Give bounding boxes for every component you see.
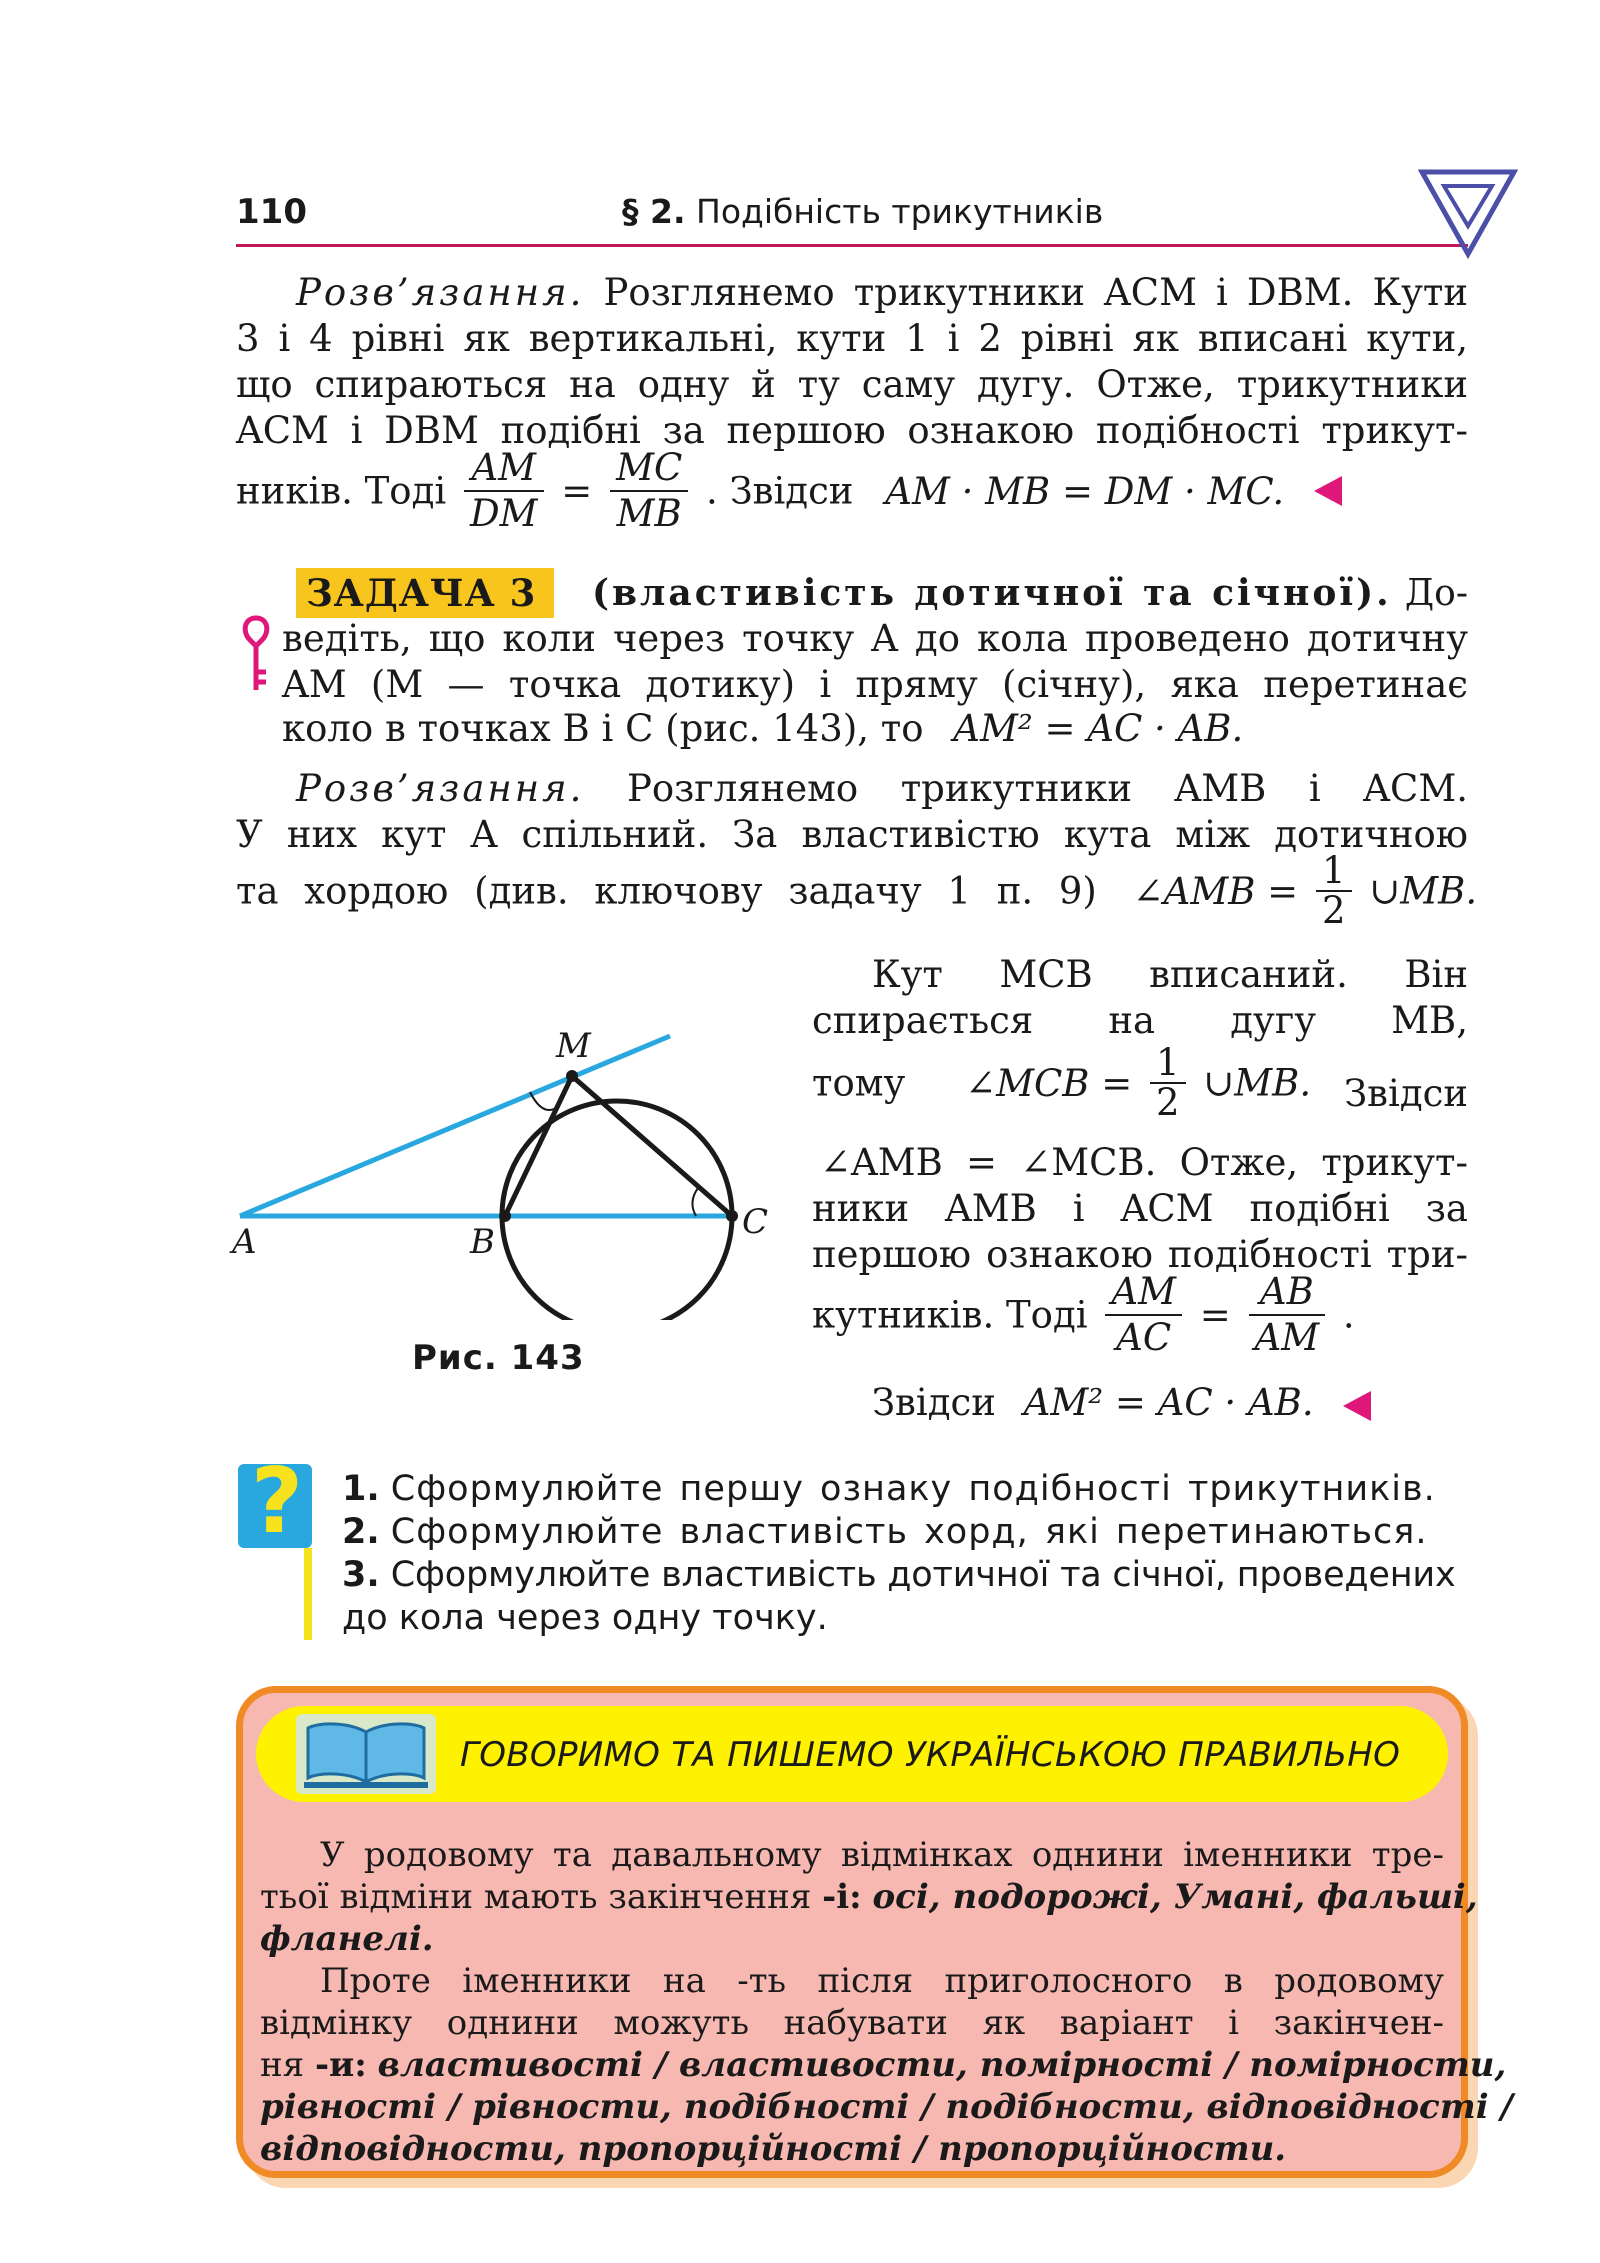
question-bar (304, 1548, 312, 1640)
language-p2-examples-3: відповідности, пропорційності / пропорційности. (260, 2129, 1287, 2169)
language-p2-line5 (260, 2128, 1444, 2170)
language-box-title: ГОВОРИМО ТА ПИШЕМО УКРАЇНСЬКОЮ ПРАВИЛЬНО (460, 1735, 1401, 1775)
chord-mb (505, 1076, 572, 1216)
arc-mb: ∪MB. (1203, 1061, 1312, 1105)
language-p2-line2: відмінку однини можуть набувати як варіант і закінчен- (260, 2003, 1444, 2043)
solution2-right5: ники AMB і ACM подібні за (812, 1187, 1468, 1230)
language-p1-examples: осі, подорожі, Умані, фальші, (872, 1877, 1478, 1917)
language-p1-line3 (260, 1918, 1444, 1960)
task3-line1 (592, 570, 1468, 617)
section-name: Подібність трикутників (696, 192, 1104, 231)
key-icon (236, 614, 276, 694)
fraction-numerator: 1 (1150, 1044, 1186, 1084)
question-text: Сформулюйте властивість хорд, які перетинаються. (390, 1512, 1428, 1552)
question-number: 1. (342, 1469, 380, 1509)
solution2-line1 (236, 766, 1468, 812)
fraction-denominator: 2 (1155, 1081, 1180, 1124)
fraction-numerator: MC (610, 446, 688, 492)
solution2-hence-final: Звідси (872, 1381, 996, 1424)
equals-sign: = (561, 469, 593, 513)
fraction-one-half (1150, 1041, 1186, 1124)
angle-amb: ∠AMB = (1132, 869, 1299, 913)
fraction-am-ac (1105, 1270, 1182, 1360)
solution1-line4: ACM і DBM подібні за першою ознакою подібності трикут- (236, 409, 1468, 452)
solution2-right8 (872, 1380, 1371, 1426)
task3-text4: коло в точках B і C (рис. 143), то (282, 707, 924, 750)
task3-line3: AM (M — точка дотику) і пряму (січну), яка перетинає (282, 663, 1468, 706)
language-p2-examples-2: рівності / рівности, подібності / подібности, відповідності / (260, 2087, 1513, 2127)
solution2-text1: Розглянемо трикутники AMB і ACM. (626, 767, 1468, 810)
fraction-denominator: DM (469, 492, 538, 535)
page-number: 110 (236, 192, 307, 232)
question-number: 2. (342, 1512, 380, 1552)
question-text: Сформулюйте властивість дотичної та січної, проведених (390, 1555, 1456, 1595)
angle-arc-c (692, 1188, 698, 1216)
point-label-b: B (470, 1222, 495, 1262)
question-3 (342, 1554, 1456, 1597)
language-p2-ending: -и: (314, 2045, 367, 2085)
solution-label: Розв’язання. (296, 271, 585, 314)
task3-formula: AM² = AC · AB. (953, 707, 1244, 750)
question-3-continued (342, 1597, 828, 1640)
task3-tail: До- (1404, 573, 1468, 614)
fraction-mc-mb (610, 446, 688, 536)
question-text: до кола через одну точку. (342, 1598, 828, 1638)
solution1-line5 (236, 446, 1342, 536)
figure-caption: Рис. 143 (412, 1338, 585, 1378)
solution1-line3: що спираються на одну й ту саму дугу. Отже, трикутники (236, 363, 1468, 406)
period: . (1342, 1293, 1355, 1337)
language-p2-line1: Проте іменники на -ть після приголосного в родовому (320, 1961, 1444, 2001)
end-of-proof-icon (1343, 1391, 1371, 1421)
language-p2-text: ня (260, 2045, 305, 2085)
solution1-result: AM · MB = DM · MC. (885, 469, 1285, 513)
language-p1-example-last: фланелі. (260, 1919, 434, 1959)
question-mark-icon: ? (250, 1449, 304, 1554)
solution2-hence: Звідси (1344, 1072, 1468, 1115)
language-p1-ending: -і: (822, 1877, 862, 1917)
solution1-text1: Розглянемо трикутники ACM і DBM. Кути (603, 271, 1468, 314)
language-p2-line4 (260, 2086, 1513, 2128)
fraction-am-dm (464, 446, 544, 536)
task3-badge-label: ЗАДАЧА 3 (306, 571, 537, 615)
fraction-one-half (1316, 849, 1352, 932)
fraction-numerator: AB (1249, 1270, 1326, 1316)
task3-title: (властивість дотичної та січної). (592, 572, 1392, 614)
language-p1-text: тьої відміни мають закінчення (260, 1877, 812, 1917)
solution2-line2: У них кут A спільний. За властивістю кута між дотичною (236, 813, 1468, 856)
point-label-c: C (742, 1202, 769, 1242)
task3-line4 (282, 706, 1243, 752)
figure-143 (230, 1020, 790, 1320)
angle-mcb: ∠MCB = (965, 1061, 1133, 1105)
question-1 (342, 1468, 1436, 1511)
open-book-icon (294, 1712, 438, 1796)
fraction-ab-am (1249, 1270, 1326, 1360)
fraction-denominator: MB (616, 492, 682, 535)
triangle-logo-icon (1418, 168, 1518, 260)
question-text: Сформулюйте першу ознаку подібності трикутників. (390, 1469, 1436, 1509)
solution2-right7 (812, 1270, 1355, 1360)
solution2-right4: ∠AMB = ∠MCB. Отже, трикут- (820, 1141, 1468, 1184)
language-p1-line1: У родовому та давальному відмінках однини іменники тре- (320, 1835, 1444, 1875)
circle (502, 1101, 732, 1320)
arc-mb: ∪MB. (1369, 869, 1478, 913)
fraction-denominator: AC (1116, 1316, 1172, 1359)
fraction-numerator: AM (464, 446, 544, 492)
solution2-right3 (812, 1041, 1468, 1124)
solution1-line1 (236, 270, 1468, 316)
question-2 (342, 1511, 1427, 1554)
solution-label: Розв’язання. (296, 767, 585, 810)
fraction-denominator: 2 (1321, 889, 1346, 932)
end-of-proof-icon (1314, 476, 1342, 506)
solution2-right1: Кут MCB вписаний. Він (872, 953, 1468, 996)
question-number: 3. (342, 1555, 380, 1595)
header-rule (236, 244, 1468, 247)
solution2-line3 (236, 849, 1478, 932)
task3-line2: ведіть, що коли через точку A до кола проведено дотичну (282, 617, 1468, 660)
language-p2-examples: властивості / властивости, помірності / помірности, (377, 2045, 1507, 2085)
language-p1-line2 (260, 1876, 1478, 1918)
solution2-result: AM² = AC · AB. (1023, 1381, 1314, 1424)
solution2-text3: та хордою (див. ключову задачу 1 п. 9) (236, 869, 1097, 913)
solution2-right6: першою ознакою подібності три- (812, 1233, 1468, 1276)
fraction-denominator: AM (1254, 1316, 1320, 1359)
solution2-right2: спирається на дугу MB, (812, 999, 1468, 1042)
solution1-hence: . Звідси (706, 469, 854, 513)
fraction-numerator: AM (1105, 1270, 1182, 1316)
point-label-a: A (232, 1222, 257, 1262)
solution1-then: ників. Тоді (236, 469, 447, 513)
solution2-therefore: тому (812, 1061, 906, 1105)
language-p2-line3 (260, 2044, 1507, 2086)
solution1-line2: 3 і 4 рівні як вертикальні, кути 1 і 2 рівні як вписані кути, (236, 317, 1468, 360)
section-title (622, 192, 1103, 231)
solution2-then: кутників. Тоді (812, 1293, 1088, 1337)
section-number: § 2. (622, 192, 686, 231)
fraction-numerator: 1 (1316, 852, 1352, 892)
tangent-line-am (240, 1036, 670, 1216)
equals-sign: = (1199, 1293, 1231, 1337)
point-label-m: M (556, 1026, 591, 1066)
